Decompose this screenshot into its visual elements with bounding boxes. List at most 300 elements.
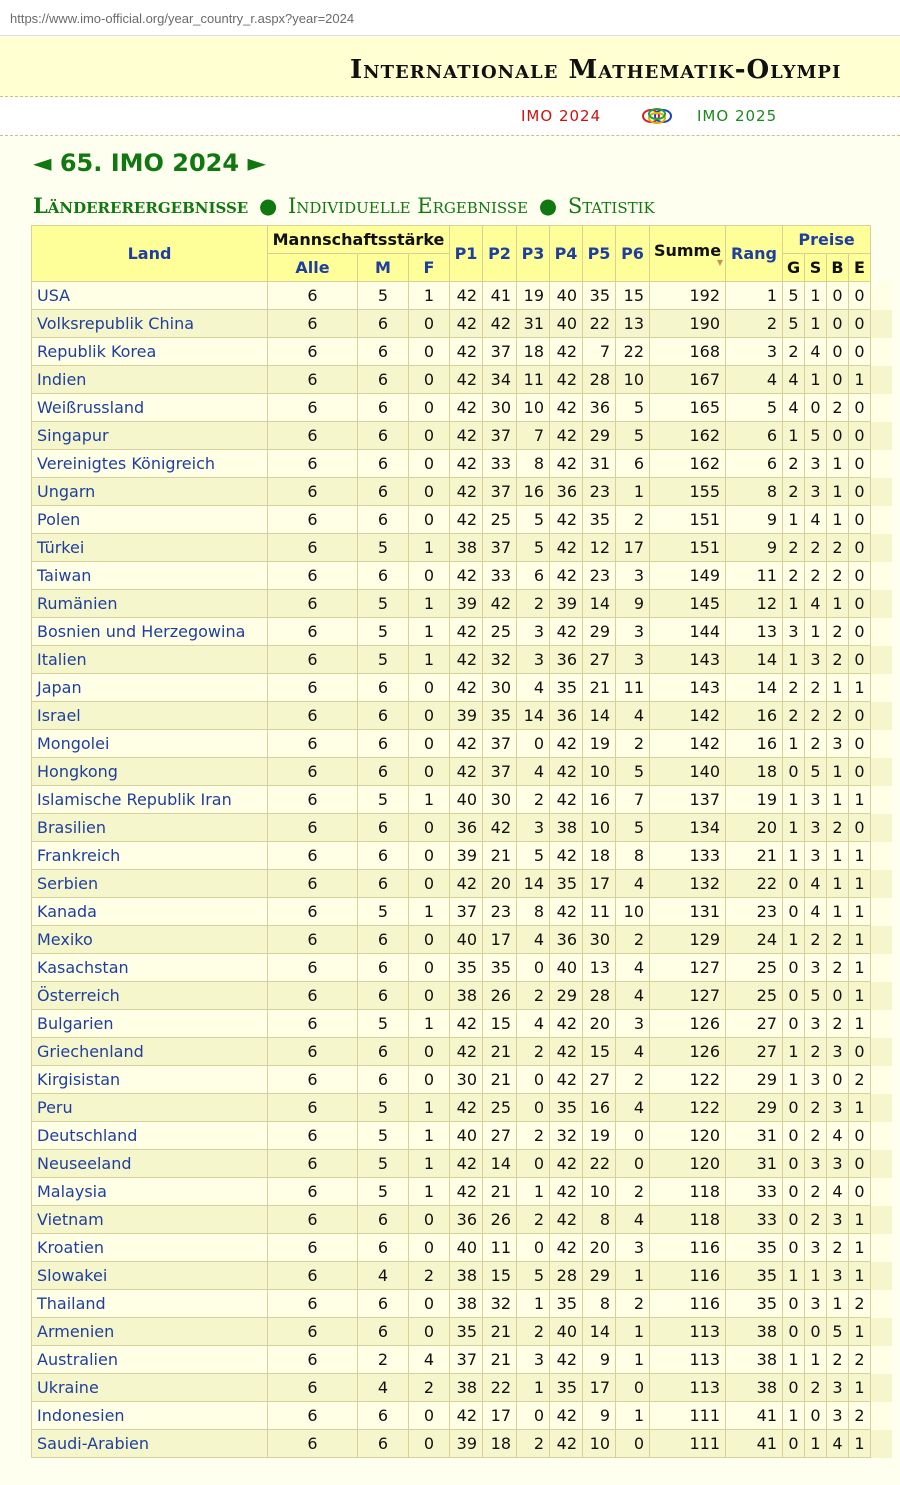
header-honourable[interactable]: E bbox=[849, 254, 871, 282]
cell-honourable: 1 bbox=[849, 1374, 871, 1402]
cell-silver: 1 bbox=[805, 282, 827, 310]
cell-sum: 113 bbox=[650, 1318, 726, 1346]
table-row bbox=[32, 1122, 892, 1150]
cell-p2: 21 bbox=[483, 842, 517, 870]
cell-team-m: 6 bbox=[358, 1430, 409, 1458]
country-link[interactable]: Hongkong bbox=[32, 758, 268, 786]
cell-gold: 0 bbox=[783, 1010, 805, 1038]
cell-p3: 2 bbox=[517, 1430, 550, 1458]
cell-p4: 39 bbox=[550, 590, 583, 618]
country-link[interactable]: Malaysia bbox=[32, 1178, 268, 1206]
cell-team-m: 6 bbox=[358, 926, 409, 954]
country-link[interactable]: USA bbox=[32, 282, 268, 310]
cell-p2: 42 bbox=[483, 814, 517, 842]
cell-bronze: 2 bbox=[827, 646, 849, 674]
country-link[interactable]: Deutschland bbox=[32, 1122, 268, 1150]
cell-p3: 2 bbox=[517, 786, 550, 814]
country-link[interactable]: Armenien bbox=[32, 1318, 268, 1346]
country-link[interactable]: Taiwan bbox=[32, 562, 268, 590]
table-row bbox=[32, 926, 892, 954]
cell-honourable: 0 bbox=[849, 1122, 871, 1150]
overflow-cell bbox=[871, 1262, 892, 1290]
cell-p4: 42 bbox=[550, 450, 583, 478]
cell-gold: 0 bbox=[783, 1094, 805, 1122]
country-link[interactable]: Islamische Republik Iran bbox=[32, 786, 268, 814]
country-link[interactable]: Serbien bbox=[32, 870, 268, 898]
cell-silver: 2 bbox=[805, 562, 827, 590]
cell-honourable: 1 bbox=[849, 1234, 871, 1262]
table-row bbox=[32, 1318, 892, 1346]
country-link[interactable]: Kirgisistan bbox=[32, 1066, 268, 1094]
cell-team-all: 6 bbox=[268, 982, 358, 1010]
cell-p4: 42 bbox=[550, 1038, 583, 1066]
cell-gold: 0 bbox=[783, 1318, 805, 1346]
cell-honourable: 1 bbox=[849, 982, 871, 1010]
cell-sum: 168 bbox=[650, 338, 726, 366]
overflow-cell bbox=[871, 1234, 892, 1262]
overflow-cell bbox=[871, 954, 892, 982]
cell-team-m: 6 bbox=[358, 814, 409, 842]
cell-p4: 42 bbox=[550, 1430, 583, 1458]
cell-team-m: 6 bbox=[358, 338, 409, 366]
header-all[interactable]: Alle bbox=[268, 254, 358, 282]
header-f[interactable]: F bbox=[409, 254, 450, 282]
cell-gold: 1 bbox=[783, 646, 805, 674]
cell-p2: 30 bbox=[483, 394, 517, 422]
next-imo-link[interactable]: IMO 2025 bbox=[697, 107, 778, 125]
cell-rank: 1 bbox=[726, 282, 783, 310]
cell-honourable: 1 bbox=[849, 1262, 871, 1290]
cell-p6: 3 bbox=[616, 562, 650, 590]
country-link[interactable]: Ukraine bbox=[32, 1374, 268, 1402]
cell-bronze: 1 bbox=[827, 898, 849, 926]
cell-team-m: 2 bbox=[358, 1346, 409, 1374]
overflow-cell bbox=[871, 814, 892, 842]
cell-team-f: 1 bbox=[409, 1010, 450, 1038]
cell-p5: 30 bbox=[583, 926, 616, 954]
table-overflow-column bbox=[871, 226, 892, 282]
header-bronze[interactable]: B bbox=[827, 254, 849, 282]
cell-p3: 5 bbox=[517, 506, 550, 534]
cell-team-all: 6 bbox=[268, 618, 358, 646]
cell-p1: 30 bbox=[450, 1066, 483, 1094]
overflow-cell bbox=[871, 562, 892, 590]
cell-p6: 1 bbox=[616, 478, 650, 506]
cell-p4: 28 bbox=[550, 1262, 583, 1290]
cell-team-f: 2 bbox=[409, 1262, 450, 1290]
cell-gold: 0 bbox=[783, 1122, 805, 1150]
overflow-cell bbox=[871, 1150, 892, 1178]
cell-team-all: 6 bbox=[268, 506, 358, 534]
cell-p4: 42 bbox=[550, 842, 583, 870]
cell-team-f: 0 bbox=[409, 478, 450, 506]
cell-p4: 42 bbox=[550, 1066, 583, 1094]
cell-p6: 4 bbox=[616, 1038, 650, 1066]
cell-p1: 42 bbox=[450, 730, 483, 758]
overflow-cell bbox=[871, 1290, 892, 1318]
cell-p1: 42 bbox=[450, 870, 483, 898]
cell-gold: 0 bbox=[783, 1430, 805, 1458]
cell-p2: 15 bbox=[483, 1262, 517, 1290]
country-link[interactable]: Vereinigtes Königreich bbox=[32, 450, 268, 478]
country-link[interactable]: Ungarn bbox=[32, 478, 268, 506]
cell-p2: 21 bbox=[483, 1038, 517, 1066]
cell-sum: 165 bbox=[650, 394, 726, 422]
cell-p2: 37 bbox=[483, 730, 517, 758]
cell-p1: 42 bbox=[450, 422, 483, 450]
cell-bronze: 0 bbox=[827, 310, 849, 338]
cell-p5: 18 bbox=[583, 842, 616, 870]
overflow-cell bbox=[871, 1010, 892, 1038]
bullet-separator: ● bbox=[538, 194, 558, 218]
cell-p5: 7 bbox=[583, 338, 616, 366]
cell-silver: 3 bbox=[805, 814, 827, 842]
country-link[interactable]: Italien bbox=[32, 646, 268, 674]
country-link[interactable]: Slowakei bbox=[32, 1262, 268, 1290]
cell-p6: 5 bbox=[616, 814, 650, 842]
cell-team-m: 6 bbox=[358, 366, 409, 394]
table-row bbox=[32, 366, 892, 394]
country-link[interactable]: Weißrussland bbox=[32, 394, 268, 422]
cell-p2: 35 bbox=[483, 702, 517, 730]
cell-team-f: 1 bbox=[409, 282, 450, 310]
cell-team-f: 1 bbox=[409, 1122, 450, 1150]
site-title: Internationale Mathematik-Olympi bbox=[350, 55, 842, 85]
cell-sum: 149 bbox=[650, 562, 726, 590]
cell-team-m: 5 bbox=[358, 786, 409, 814]
overflow-cell bbox=[871, 1038, 892, 1066]
cell-p1: 42 bbox=[450, 1178, 483, 1206]
country-link[interactable]: Frankreich bbox=[32, 842, 268, 870]
cell-team-f: 0 bbox=[409, 1206, 450, 1234]
cell-sum: 116 bbox=[650, 1290, 726, 1318]
cell-team-all: 6 bbox=[268, 1262, 358, 1290]
cell-team-m: 6 bbox=[358, 1234, 409, 1262]
next-year-arrow-icon[interactable]: ► bbox=[247, 149, 266, 177]
cell-p2: 25 bbox=[483, 506, 517, 534]
country-link[interactable]: Israel bbox=[32, 702, 268, 730]
tab-individual-results[interactable]: Individuelle Ergebnisse bbox=[287, 194, 529, 218]
country-link[interactable]: Griechenland bbox=[32, 1038, 268, 1066]
cell-sum: 145 bbox=[650, 590, 726, 618]
cell-honourable: 0 bbox=[849, 730, 871, 758]
cell-silver: 0 bbox=[805, 1318, 827, 1346]
cell-p6: 15 bbox=[616, 282, 650, 310]
cell-team-m: 4 bbox=[358, 1262, 409, 1290]
cell-rank: 14 bbox=[726, 646, 783, 674]
cell-team-f: 0 bbox=[409, 842, 450, 870]
cell-p4: 40 bbox=[550, 282, 583, 310]
cell-bronze: 2 bbox=[827, 1346, 849, 1374]
cell-rank: 20 bbox=[726, 814, 783, 842]
header-summe[interactable] bbox=[650, 226, 726, 282]
cell-team-all: 6 bbox=[268, 1374, 358, 1402]
cell-p3: 11 bbox=[517, 366, 550, 394]
country-link[interactable]: Bosnien und Herzegowina bbox=[32, 618, 268, 646]
cell-team-all: 6 bbox=[268, 926, 358, 954]
cell-rank: 31 bbox=[726, 1122, 783, 1150]
cell-team-f: 0 bbox=[409, 1066, 450, 1094]
country-link[interactable]: Indien bbox=[32, 366, 268, 394]
header-rang[interactable]: Rang bbox=[726, 226, 783, 282]
cell-team-all: 6 bbox=[268, 814, 358, 842]
cell-honourable: 0 bbox=[849, 282, 871, 310]
cell-p6: 2 bbox=[616, 1066, 650, 1094]
table-row bbox=[32, 1038, 892, 1066]
table-row bbox=[32, 954, 892, 982]
cell-p4: 42 bbox=[550, 618, 583, 646]
cell-team-f: 4 bbox=[409, 1346, 450, 1374]
cell-bronze: 4 bbox=[827, 1122, 849, 1150]
sort-descending-icon: ▼ bbox=[716, 258, 724, 267]
cell-honourable: 0 bbox=[849, 562, 871, 590]
cell-rank: 12 bbox=[726, 590, 783, 618]
country-link[interactable]: Rumänien bbox=[32, 590, 268, 618]
cell-team-f: 0 bbox=[409, 1038, 450, 1066]
table-row bbox=[32, 1346, 892, 1374]
cell-p6: 22 bbox=[616, 338, 650, 366]
cell-p5: 31 bbox=[583, 450, 616, 478]
cell-p2: 25 bbox=[483, 1094, 517, 1122]
cell-silver: 1 bbox=[805, 1346, 827, 1374]
tab-statistics[interactable]: Statistik bbox=[567, 194, 655, 218]
cell-p2: 37 bbox=[483, 422, 517, 450]
country-link[interactable]: Kasachstan bbox=[32, 954, 268, 982]
cell-team-f: 1 bbox=[409, 646, 450, 674]
cell-team-m: 6 bbox=[358, 1038, 409, 1066]
cell-rank: 29 bbox=[726, 1094, 783, 1122]
cell-gold: 0 bbox=[783, 1290, 805, 1318]
cell-team-m: 5 bbox=[358, 534, 409, 562]
country-link[interactable]: Österreich bbox=[32, 982, 268, 1010]
cell-team-f: 0 bbox=[409, 422, 450, 450]
cell-sum: 111 bbox=[650, 1402, 726, 1430]
cell-p6: 4 bbox=[616, 982, 650, 1010]
cell-p5: 14 bbox=[583, 590, 616, 618]
cell-team-m: 5 bbox=[358, 1010, 409, 1038]
cell-bronze: 3 bbox=[827, 730, 849, 758]
cell-p1: 36 bbox=[450, 814, 483, 842]
cell-p3: 2 bbox=[517, 590, 550, 618]
cell-p5: 22 bbox=[583, 310, 616, 338]
cell-team-f: 0 bbox=[409, 506, 450, 534]
cell-gold: 1 bbox=[783, 422, 805, 450]
cell-bronze: 0 bbox=[827, 338, 849, 366]
cell-team-m: 5 bbox=[358, 1122, 409, 1150]
cell-p6: 7 bbox=[616, 786, 650, 814]
cell-team-all: 6 bbox=[268, 870, 358, 898]
cell-gold: 2 bbox=[783, 338, 805, 366]
cell-bronze: 3 bbox=[827, 1206, 849, 1234]
cell-p6: 4 bbox=[616, 702, 650, 730]
cell-rank: 19 bbox=[726, 786, 783, 814]
country-link[interactable]: Singapur bbox=[32, 422, 268, 450]
header-p2[interactable]: P2 bbox=[483, 226, 517, 282]
cell-silver: 5 bbox=[805, 422, 827, 450]
cell-p6: 3 bbox=[616, 1010, 650, 1038]
cell-rank: 33 bbox=[726, 1178, 783, 1206]
cell-team-m: 5 bbox=[358, 646, 409, 674]
country-link[interactable]: Australien bbox=[32, 1346, 268, 1374]
cell-team-f: 0 bbox=[409, 702, 450, 730]
overflow-cell bbox=[871, 1178, 892, 1206]
header-p1[interactable]: P1 bbox=[450, 226, 483, 282]
country-link[interactable]: Saudi-Arabien bbox=[32, 1430, 268, 1458]
cell-team-f: 1 bbox=[409, 898, 450, 926]
header-p5[interactable]: P5 bbox=[583, 226, 616, 282]
cell-team-m: 6 bbox=[358, 1318, 409, 1346]
cell-p5: 20 bbox=[583, 1010, 616, 1038]
cell-team-f: 0 bbox=[409, 394, 450, 422]
table-row bbox=[32, 1290, 892, 1318]
cell-p2: 37 bbox=[483, 758, 517, 786]
country-link[interactable]: Republik Korea bbox=[32, 338, 268, 366]
cell-rank: 35 bbox=[726, 1262, 783, 1290]
country-link[interactable]: Kroatien bbox=[32, 1234, 268, 1262]
cell-silver: 2 bbox=[805, 926, 827, 954]
cell-gold: 0 bbox=[783, 870, 805, 898]
cell-team-all: 6 bbox=[268, 478, 358, 506]
results-subnav bbox=[33, 193, 655, 218]
cell-rank: 5 bbox=[726, 394, 783, 422]
country-link[interactable]: Neuseeland bbox=[32, 1150, 268, 1178]
cell-p3: 0 bbox=[517, 1066, 550, 1094]
country-link[interactable]: Bulgarien bbox=[32, 1010, 268, 1038]
cell-sum: 133 bbox=[650, 842, 726, 870]
cell-rank: 22 bbox=[726, 870, 783, 898]
tab-country-results: Ländererergebnisse bbox=[33, 193, 249, 218]
cell-sum: 118 bbox=[650, 1178, 726, 1206]
cell-sum: 120 bbox=[650, 1122, 726, 1150]
cell-team-m: 6 bbox=[358, 954, 409, 982]
cell-honourable: 0 bbox=[849, 590, 871, 618]
cell-p6: 10 bbox=[616, 898, 650, 926]
cell-p6: 4 bbox=[616, 1094, 650, 1122]
cell-p4: 35 bbox=[550, 1290, 583, 1318]
cell-p1: 38 bbox=[450, 982, 483, 1010]
cell-p5: 28 bbox=[583, 982, 616, 1010]
header-silver[interactable]: S bbox=[805, 254, 827, 282]
header-p6[interactable]: P6 bbox=[616, 226, 650, 282]
overflow-cell bbox=[871, 1094, 892, 1122]
cell-p2: 17 bbox=[483, 926, 517, 954]
cell-p1: 42 bbox=[450, 1402, 483, 1430]
cell-team-m: 6 bbox=[358, 450, 409, 478]
cell-team-m: 6 bbox=[358, 506, 409, 534]
cell-bronze: 1 bbox=[827, 674, 849, 702]
table-row bbox=[32, 1430, 892, 1458]
cell-p1: 42 bbox=[450, 338, 483, 366]
country-link[interactable]: Thailand bbox=[32, 1290, 268, 1318]
cell-honourable: 0 bbox=[849, 814, 871, 842]
country-link[interactable]: Indonesien bbox=[32, 1402, 268, 1430]
country-link[interactable]: Mongolei bbox=[32, 730, 268, 758]
cell-p1: 42 bbox=[450, 506, 483, 534]
table-row bbox=[32, 814, 892, 842]
previous-year-arrow-icon[interactable]: ◄ bbox=[33, 149, 52, 177]
cell-p3: 10 bbox=[517, 394, 550, 422]
cell-p2: 37 bbox=[483, 534, 517, 562]
cell-p3: 2 bbox=[517, 1122, 550, 1150]
cell-p2: 26 bbox=[483, 1206, 517, 1234]
country-link[interactable]: Türkei bbox=[32, 534, 268, 562]
cell-p6: 3 bbox=[616, 1234, 650, 1262]
country-link[interactable]: Polen bbox=[32, 506, 268, 534]
cell-sum: 116 bbox=[650, 1234, 726, 1262]
cell-p2: 32 bbox=[483, 646, 517, 674]
cell-p3: 0 bbox=[517, 1094, 550, 1122]
cell-team-m: 5 bbox=[358, 618, 409, 646]
cell-silver: 5 bbox=[805, 758, 827, 786]
cell-rank: 4 bbox=[726, 366, 783, 394]
header-summe-label: Summe bbox=[653, 241, 722, 260]
cell-team-f: 1 bbox=[409, 786, 450, 814]
overflow-cell bbox=[871, 674, 892, 702]
page-title: 65. IMO 2024 bbox=[59, 149, 240, 177]
header-land[interactable]: Land bbox=[32, 226, 268, 282]
country-link[interactable]: Peru bbox=[32, 1094, 268, 1122]
cell-silver: 2 bbox=[805, 1094, 827, 1122]
current-imo-link[interactable]: IMO 2024 bbox=[521, 107, 602, 125]
overflow-cell bbox=[871, 534, 892, 562]
cell-p5: 9 bbox=[583, 1402, 616, 1430]
cell-gold: 1 bbox=[783, 506, 805, 534]
cell-p5: 23 bbox=[583, 562, 616, 590]
country-link[interactable]: Brasilien bbox=[32, 814, 268, 842]
cell-silver: 4 bbox=[805, 870, 827, 898]
cell-silver: 2 bbox=[805, 1038, 827, 1066]
browser-address-bar[interactable] bbox=[0, 0, 900, 36]
header-gold[interactable]: G bbox=[783, 254, 805, 282]
cell-team-m: 6 bbox=[358, 394, 409, 422]
cell-p3: 1 bbox=[517, 1290, 550, 1318]
cell-sum: 126 bbox=[650, 1038, 726, 1066]
cell-honourable: 0 bbox=[849, 478, 871, 506]
cell-gold: 1 bbox=[783, 1262, 805, 1290]
cell-rank: 8 bbox=[726, 478, 783, 506]
country-link[interactable]: Japan bbox=[32, 674, 268, 702]
header-p4[interactable]: P4 bbox=[550, 226, 583, 282]
cell-rank: 27 bbox=[726, 1038, 783, 1066]
cell-p1: 38 bbox=[450, 534, 483, 562]
header-m[interactable]: M bbox=[358, 254, 409, 282]
cell-silver: 3 bbox=[805, 1234, 827, 1262]
cell-p1: 42 bbox=[450, 310, 483, 338]
cell-p1: 38 bbox=[450, 1374, 483, 1402]
cell-bronze: 1 bbox=[827, 506, 849, 534]
cell-p5: 29 bbox=[583, 422, 616, 450]
country-link[interactable]: Kanada bbox=[32, 898, 268, 926]
table-row bbox=[32, 674, 892, 702]
header-p3[interactable]: P3 bbox=[517, 226, 550, 282]
cell-silver: 1 bbox=[805, 618, 827, 646]
cell-team-all: 6 bbox=[268, 1010, 358, 1038]
cell-p2: 15 bbox=[483, 1010, 517, 1038]
cell-p6: 3 bbox=[616, 618, 650, 646]
cell-p4: 42 bbox=[550, 394, 583, 422]
cell-p6: 2 bbox=[616, 1290, 650, 1318]
url-text[interactable]: https://www.imo-official.org/year_country_r.aspx?year=2024 bbox=[10, 11, 355, 26]
cell-sum: 134 bbox=[650, 814, 726, 842]
cell-p5: 16 bbox=[583, 786, 616, 814]
cell-sum: 127 bbox=[650, 954, 726, 982]
cell-honourable: 1 bbox=[849, 870, 871, 898]
country-link[interactable]: Mexiko bbox=[32, 926, 268, 954]
bullet-separator: ● bbox=[258, 194, 278, 218]
cell-team-f: 0 bbox=[409, 338, 450, 366]
country-link[interactable]: Volksrepublik China bbox=[32, 310, 268, 338]
country-link[interactable]: Vietnam bbox=[32, 1206, 268, 1234]
